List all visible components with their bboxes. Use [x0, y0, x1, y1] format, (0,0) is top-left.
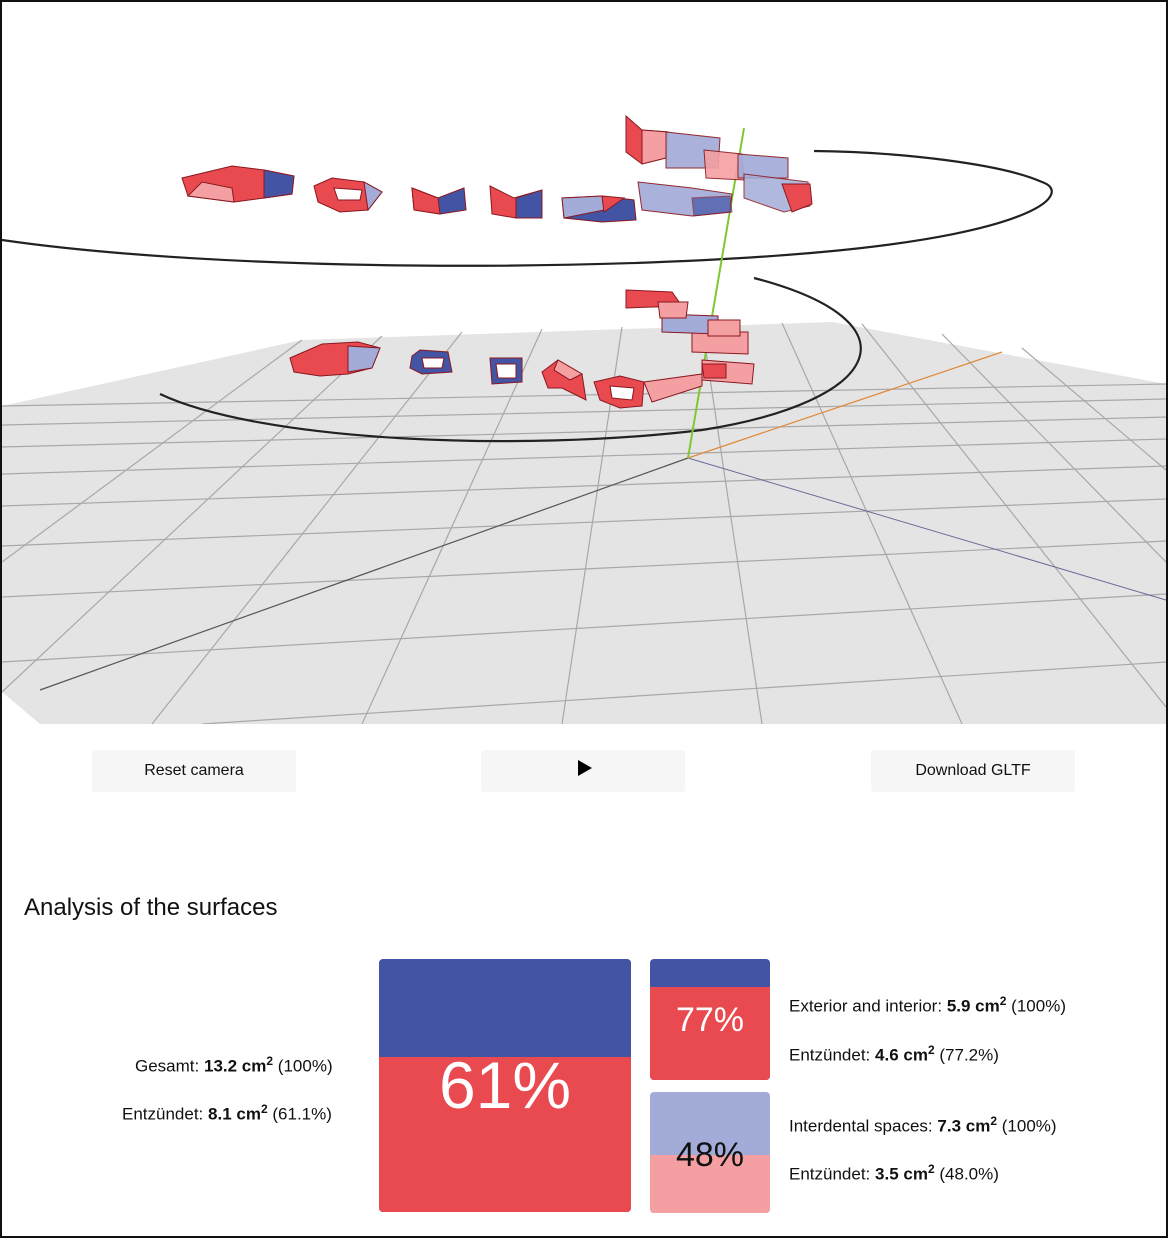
total-unit-exp: 2	[266, 1054, 274, 1068]
interdental-inflamed-unit-exp: 2	[927, 1162, 935, 1176]
exterior-inflamed-stat	[789, 1043, 999, 1066]
exterior-inflamed-unit-exp: 2	[927, 1043, 935, 1057]
exterior-value: 5.9 cm	[946, 996, 1000, 1016]
play-icon	[578, 760, 592, 776]
analysis-title: Analysis of the surfaces	[24, 894, 278, 921]
play-button[interactable]	[481, 750, 685, 792]
interdental-surface-box	[650, 1092, 770, 1213]
interdental-pct: (100%)	[1001, 1116, 1057, 1136]
interdental-inflamed-stat	[789, 1162, 999, 1185]
total-value: 13.2 cm	[203, 1056, 267, 1076]
total-stat	[135, 1054, 333, 1077]
interdental-pct-label: 48%	[675, 1136, 745, 1174]
exterior-inflamed-label: Entzündet:	[789, 1045, 871, 1065]
total-surface-box	[379, 959, 631, 1212]
interdental-inflamed-value: 3.5 cm	[875, 1164, 928, 1184]
total-pct-label: 61%	[438, 1048, 572, 1122]
exterior-label: Exterior and interior:	[789, 996, 943, 1016]
scene-canvas[interactable]	[2, 2, 1166, 724]
total-inflamed-pct: (61.1%)	[272, 1104, 332, 1124]
interdental-label: Interdental spaces:	[789, 1116, 933, 1136]
3d-viewport[interactable]	[2, 2, 1166, 724]
interdental-inflamed-pct: (48.0%)	[939, 1164, 999, 1184]
total-inflamed-stat	[122, 1102, 332, 1125]
total-inflamed-value: 8.1 cm	[208, 1104, 261, 1124]
exterior-pct-label: 77%	[675, 1001, 745, 1039]
interdental-stat	[789, 1114, 1057, 1137]
interdental-inflamed-label: Entzündet:	[789, 1164, 871, 1184]
exterior-unit-exp: 2	[999, 994, 1007, 1008]
interdental-unit-exp: 2	[990, 1114, 998, 1128]
total-inflamed-label: Entzündet:	[122, 1104, 204, 1124]
reset-camera-button[interactable]: Reset camera	[92, 750, 296, 792]
exterior-pct: (100%)	[1011, 996, 1066, 1016]
total-pct: (100%)	[277, 1056, 333, 1076]
exterior-inflamed-value: 4.6 cm	[875, 1045, 928, 1065]
interdental-value: 7.3 cm	[937, 1116, 991, 1136]
download-gltf-button[interactable]: Download GLTF	[871, 750, 1075, 792]
total-label: Gesamt:	[135, 1056, 200, 1076]
exterior-stat	[789, 994, 1066, 1017]
upper-teeth	[182, 116, 812, 222]
exterior-surface-box	[650, 959, 770, 1080]
total-inflamed-unit-exp: 2	[260, 1102, 268, 1116]
exterior-inflamed-pct: (77.2%)	[939, 1045, 999, 1065]
